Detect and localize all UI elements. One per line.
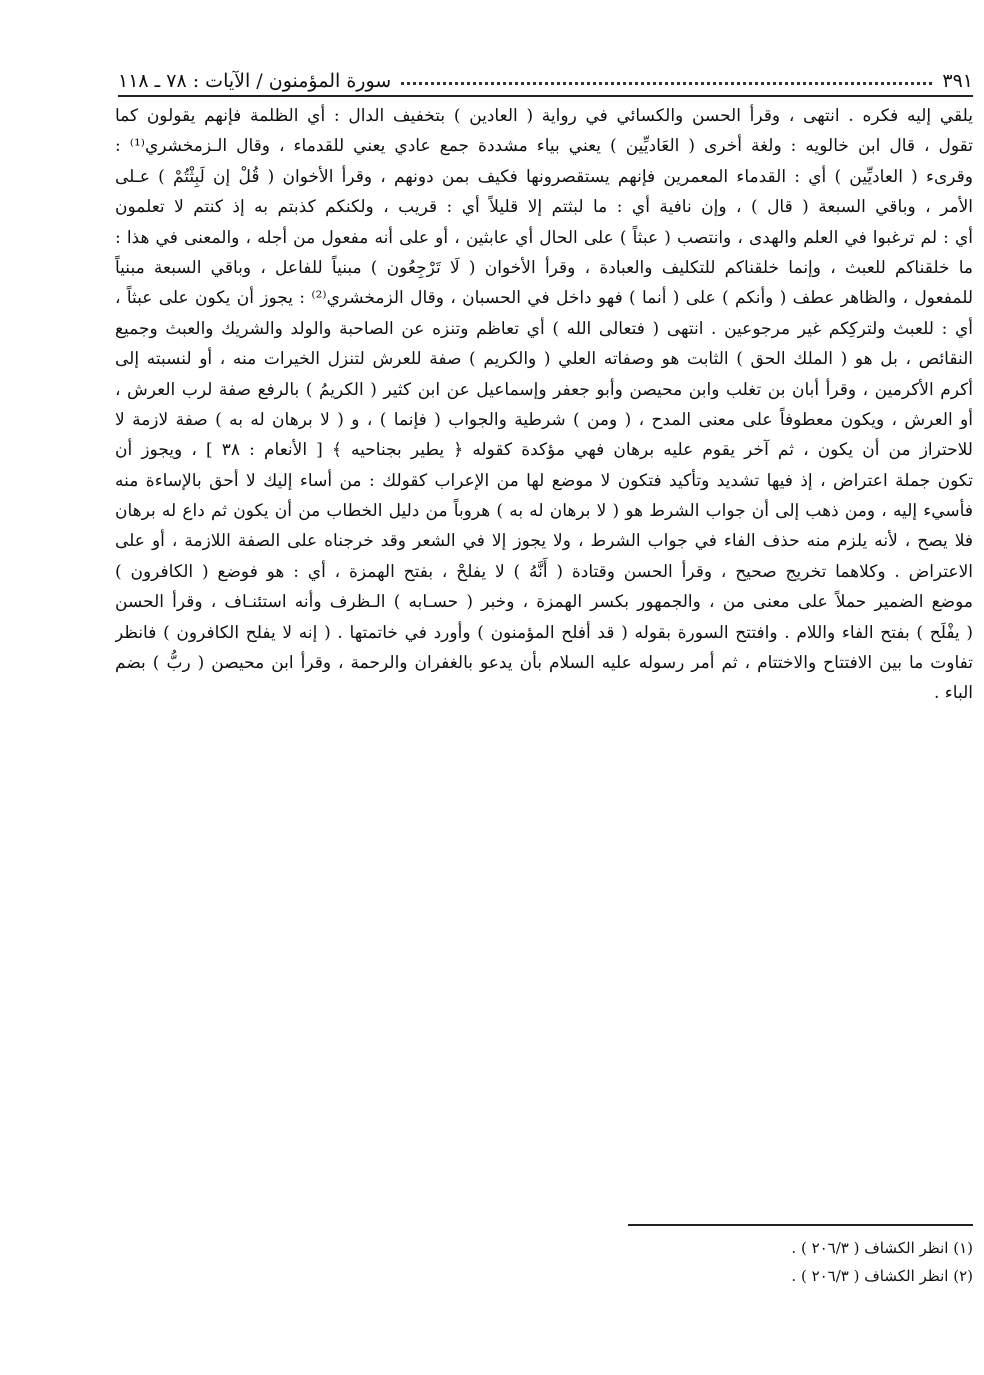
text-line: تقول ، قال ابن خالويه : ولغة أخرى ( العَاديِّين ) يعني بياء مشددة جمع عادي يعني للقدماء ، وقال الـزمخشري⁽¹⁾ : xyxy=(115,136,973,157)
text-line: النقائص ، بل هو ( الملك الحق ) الثابت هو وصفاته العلي ( والكريم ) صفة للعرش لتنزل الخيرات منه ، أو لنسبته إلى xyxy=(115,349,973,370)
text-line: أي : لم ترغبوا في العلم والهدى ، وانتصب ( عبثاً ) على الحال أي عابثين ، أو على أنه مفعول من أجله ، والمعنى في هذا : xyxy=(115,227,973,248)
body-text xyxy=(115,101,973,709)
text-line: ما خلقناكم للعبث ، وإنما خلقناكم للتكليف والعبادة ، وقرأ الأخوان ( لَا تَرْجِعُون ) مبنياً للفاعل ، وباقي السبعة مبنياً xyxy=(115,257,973,278)
surah-title: سورة المؤمنون / الآيات : ٧٨ ـ ١١٨ xyxy=(118,70,392,92)
text-line: فأسيء إليه ، ومن ذهب إلى أن جواب الشرط هو ( لا برهان له به ) هروباً من دليل الخطاب من أن يكون ثم داع له برهان xyxy=(115,501,973,522)
text-line: الاعتراض . وكلاهما تخريج صحيح ، وقرأ الحسن وقتادة ( أَنَّهُ ) لا يفلحْ ، بفتح الهمزة ، أي : هو فوضع ( الكافرون ) xyxy=(115,561,973,582)
text-line: أي : للعبث ولتركِكم غير مرجوعين . انتهى ( فتعالى الله ) أي تعاظم وتنزه عن الصاحبة والولد والشريك والعبث وجميع xyxy=(115,318,973,339)
text-line: الأمر ، وباقي السبعة ( قال ) ، وإن نافية أي : ما لبثتم إلا قليلاً أي : قريب ، ولكنكم كذبتم به إذ كنتم لا تعلمون xyxy=(115,197,973,218)
text-line: للمفعول ، والظاهر عطف ( وأنكم ) على ( أنما ) فهو داخل في الحسبان ، وقال الزمخشري⁽²⁾ : يجوز أن يكون على عبثاً ، xyxy=(115,288,973,309)
text-line: للاحتراز من أن يكون ، ثم آخر يقوم عليه برهان فهي مؤكدة كقوله ﴿ يطير بجناحيه ﴾ [ الأنعام : ٣٨ ] ، ويجوز أن xyxy=(115,440,973,461)
leader-dots xyxy=(401,82,932,85)
text-line: الباء . xyxy=(933,683,973,704)
text-line: أكرم الأكرمين ، وقرأ أبان بن تغلب وابن محيصن وأبو جعفر وإسماعيل عن ابن كثير ( الكريمُ ) بالرفع صفة لرب العرش ، xyxy=(115,379,973,400)
footnote: (١) انظر الكشاف ( ٢٠٦/٣ ) . xyxy=(791,1239,973,1257)
text-line: تفاوت ما بين الافتتاح والاختتام ، ثم أمر رسوله عليه السلام بأن يدعو بالغفران والرحمة ، وقرأ ابن محيصن ( ربُّ ) بضم xyxy=(115,653,973,674)
footnote-rule xyxy=(628,1224,973,1226)
text-line: ( يفْلَح ) بفتح الفاء واللام . وافتتح السورة بقوله ( قد أفلح المؤمنون ) وأورد في خاتمتها . ( إنه لا يفلح الكافرون ) فانظر xyxy=(115,622,973,643)
text-line: يلقي إليه فكره . انتهى ، وقرأ الحسن والكسائي في رواية ( العادين ) بتخفيف الدال : أي الظلمة فإنهم يقولون كما xyxy=(115,106,973,126)
header-rule xyxy=(118,95,973,97)
text-line: تكون جملة اعتراض ، إذ فيها تشديد وتأكيد فتكون لا موضع لها من الإعراب كقولك : من أساء إليك لا أحق بالإساءة منه xyxy=(115,470,973,491)
running-header xyxy=(118,62,973,92)
text-line: أو العرش ، ويكون معطوفاً على معنى المدح ، ( ومن ) شرطية والجواب ( فإنما ) ، و ( لا برهان له به ) صفة لازمة لا xyxy=(115,409,973,430)
text-line: موضع الضمير حملاً على معنى من ، والجمهور بكسر الهمزة ، وخبر ( حسـابه ) الـظرف وأنه استئنـاف ، وقرأ الحسن xyxy=(115,592,973,613)
footnotes xyxy=(500,1234,973,1290)
text-line: وقرىء ( العاديِّين ) أي : القدماء المعمرين فإنهم يستقصرونها فكيف بمن دونهم ، وقرأ الأخوان ( قُلْ إن لَبِثْتُمْ ) عـلى xyxy=(115,166,973,187)
footnote: (٢) انظر الكشاف ( ٢٠٦/٣ ) . xyxy=(791,1267,973,1285)
page-number: ٣٩١ xyxy=(942,70,973,92)
text-line: فلا يصح ، لأنه يلزم منه حذف الفاء في جواب الشرط ، ولا يجوز إلا في الشعر وقد خرجناه على الصفة اللازمة ، أو على xyxy=(115,531,973,552)
